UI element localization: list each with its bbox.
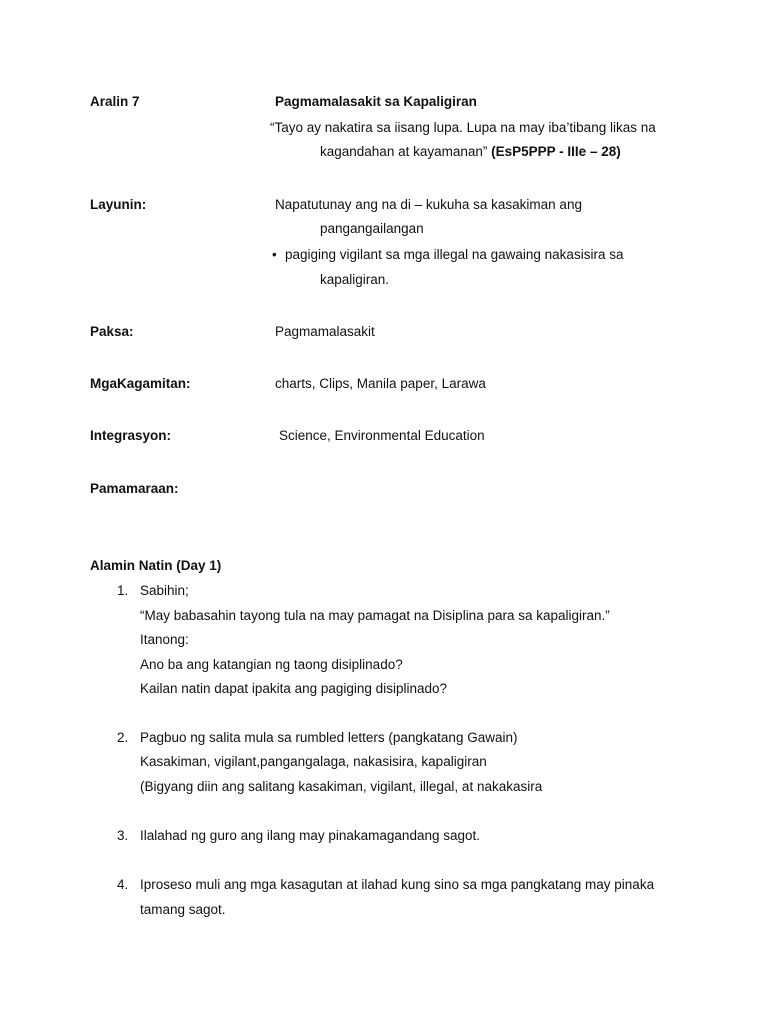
list-item-line: Kasakiman, vigilant,pangangalaga, nakasisira, kapaligiran bbox=[140, 754, 487, 769]
topic-label: Paksa: bbox=[90, 324, 134, 339]
lesson-label: Aralin 7 bbox=[90, 94, 140, 109]
list-item-line: Ilalahad ng guro ang ilang may pinakamagandang sagot. bbox=[140, 828, 480, 843]
list-item-line: Sabihin; bbox=[140, 583, 189, 598]
integration-label: Integrasyon: bbox=[90, 428, 172, 443]
objectives-bullet-line2: kapaligiran. bbox=[320, 272, 390, 287]
list-item-line: Iproseso muli ang mga kasagutan at ilahad kung sino sa mga pangkatang may pinaka bbox=[140, 877, 655, 892]
materials-label: MgaKagamitan: bbox=[90, 376, 191, 391]
topic-value: Pagmamalasakit bbox=[275, 324, 375, 339]
procedure-label: Pamamaraan: bbox=[90, 481, 179, 496]
lesson-quote-line1: “Tayo ay nakatira sa iisang lupa. Lupa na may iba’tibang likas na bbox=[270, 120, 656, 135]
list-item-line: Itanong: bbox=[140, 632, 189, 647]
integration-value: Science, Environmental Education bbox=[279, 428, 485, 443]
lesson-quote-line2 bbox=[320, 144, 621, 159]
lesson-code: (EsP5PPP - IIIe – 28) bbox=[491, 144, 621, 159]
objectives-line1: Napatutunay ang na di – kukuha sa kasakiman ang bbox=[275, 197, 582, 212]
list-item-line: (Bigyang diin ang salitang kasakiman, vigilant, illegal, at nakakasira bbox=[140, 779, 543, 794]
list-item-line: tamang sagot. bbox=[140, 902, 226, 917]
item-number: 4. bbox=[117, 877, 129, 892]
materials-value: charts, Clips, Manila paper, Larawa bbox=[275, 376, 486, 391]
list-item-line: Kailan natin dapat ipakita ang pagiging disiplinado? bbox=[140, 681, 447, 696]
objectives-bullet-line1: pagiging vigilant sa mga illegal na gawaing nakasisira sa bbox=[285, 247, 624, 262]
list-item-line: “May babasahin tayong tula na may pamagat na Disiplina para sa kapaligiran.” bbox=[140, 608, 610, 623]
objectives-bullet: • bbox=[272, 247, 277, 262]
list-item-line: Ano ba ang katangian ng taong disiplinado? bbox=[140, 657, 403, 672]
section-heading: Alamin Natin (Day 1) bbox=[90, 558, 222, 573]
lesson-quote-text: kagandahan at kayamanan” bbox=[320, 144, 488, 159]
lesson-title: Pagmamalasakit sa Kapaligiran bbox=[275, 94, 477, 109]
item-number: 1. bbox=[117, 583, 129, 598]
list-item-line: Pagbuo ng salita mula sa rumbled letters (pangkatang Gawain) bbox=[140, 730, 518, 745]
objectives-line2: pangangailangan bbox=[320, 221, 424, 236]
item-number: 3. bbox=[117, 828, 129, 843]
objectives-label: Layunin: bbox=[90, 197, 147, 212]
item-number: 2. bbox=[117, 730, 129, 745]
